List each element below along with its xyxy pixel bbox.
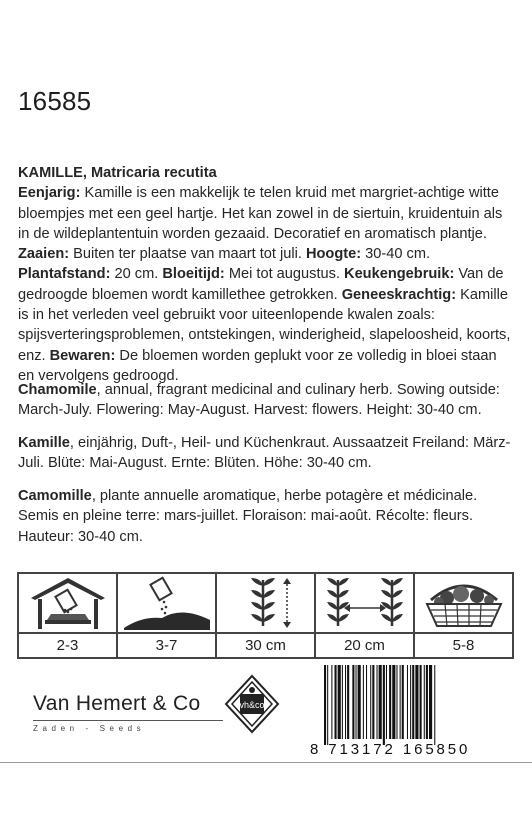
- emblem-text: vh&co: [239, 700, 265, 710]
- description-german: [18, 433, 514, 474]
- storage-text: De bloemen worden geplukt voor ze volledig in bloei staan en vervolgens gedroogd.: [18, 347, 497, 384]
- icon-cell-indoor-sowing: [19, 574, 116, 657]
- brand-logo: [33, 688, 223, 738]
- outdoor-sowing-icon: [118, 574, 215, 634]
- icon-cell-outdoor-sowing: [116, 574, 215, 657]
- culinary-label: Keukengebruik:: [344, 266, 455, 283]
- growing-info-icons: [17, 572, 514, 659]
- german-name: Kamille: [18, 435, 70, 451]
- brand-emblem-icon: [222, 672, 282, 747]
- height-text: 30-40 cm.: [361, 246, 431, 263]
- indoor-sowing-icon: [19, 574, 116, 634]
- bottom-divider: [0, 762, 532, 763]
- french-name: Camomille: [18, 488, 92, 504]
- description-english: [18, 380, 514, 421]
- product-code: 16585: [18, 86, 92, 116]
- height-label: Hoogte:: [305, 246, 362, 263]
- icon-cell-harvest: [413, 574, 512, 657]
- icon-cell-plant-spacing: [314, 574, 413, 657]
- plant-spacing-icon: [316, 574, 413, 634]
- description-dutch: [18, 163, 514, 386]
- brand-tagline: Zaden - Seeds: [33, 724, 146, 733]
- plant-height-icon: [217, 574, 314, 634]
- brand-divider: [33, 720, 223, 721]
- culinary-text: Van de gedroogde bloemen wordt kamillethee getrokken.: [18, 266, 504, 303]
- german-text: , einjährig, Duft-, Heil- und Küchenkraut. Aussaatzeit Freiland: März-Juli. Blüte: Mai-August. Ernte: Blüten. Höhe: 30-40 cm.: [18, 435, 511, 472]
- harvest-value: 5-8: [452, 637, 475, 654]
- french-text: , plante annuelle aromatique, herbe potagère et médicinale. Semis en pleine terre: mars-juillet. Floraison: mai-août. Récolte: fleurs. Hauteur: 30-40 cm.: [18, 488, 478, 545]
- medicinal-text: Kamille is in het verleden veel gebruikt voor uiteenlopende kwalen zoals: spijsverteringsproblemen, ontstekingen, winderigheid, slapeloosheid, koorts, enz.: [18, 286, 511, 364]
- sowing-text: Buiten ter plaatse van maart tot juli.: [69, 246, 306, 263]
- harvest-basket-icon: [415, 574, 512, 634]
- title: KAMILLE, Matricaria recutita: [18, 165, 217, 181]
- spacing-label: Plantafstand:: [18, 266, 111, 283]
- outdoor-sowing-value: 3-7: [155, 637, 178, 654]
- barcode-digits: 8 713172 165850: [310, 741, 471, 758]
- plant-height-value: 30 cm: [245, 637, 286, 654]
- english-name: Chamomile: [18, 382, 97, 398]
- indoor-sowing-value: 2-3: [56, 637, 79, 654]
- spacing-text: 20 cm.: [110, 266, 163, 283]
- brand-name: Van Hemert & Co: [33, 692, 201, 715]
- annual-text: Kamille is een makkelijk te telen kruid met margriet-achtige witte bloempjes met een geel hartje. Het kan zowel in de siertuin, kruidentuin als in de wildeplantentuin worden gezaaid. Decoratief en aromatisch plantje.: [18, 185, 503, 242]
- icon-cell-plant-height: [215, 574, 314, 657]
- flowering-label: Bloeitijd:: [162, 266, 225, 283]
- medicinal-label: Geneeskrachtig:: [341, 286, 457, 303]
- flowering-text: Mei tot augustus.: [224, 266, 345, 283]
- annual-label: Eenjarig:: [18, 185, 81, 202]
- description-french: [18, 486, 514, 547]
- english-text: , annual, fragrant medicinal and culinary herb. Sowing outside: March-July. Flowering: May-August. Harvest: flowers. Height: 30-40 cm.: [18, 382, 500, 419]
- storage-label: Bewaren:: [49, 347, 116, 364]
- plant-spacing-value: 20 cm: [344, 637, 385, 654]
- sowing-label: Zaaien:: [18, 246, 70, 263]
